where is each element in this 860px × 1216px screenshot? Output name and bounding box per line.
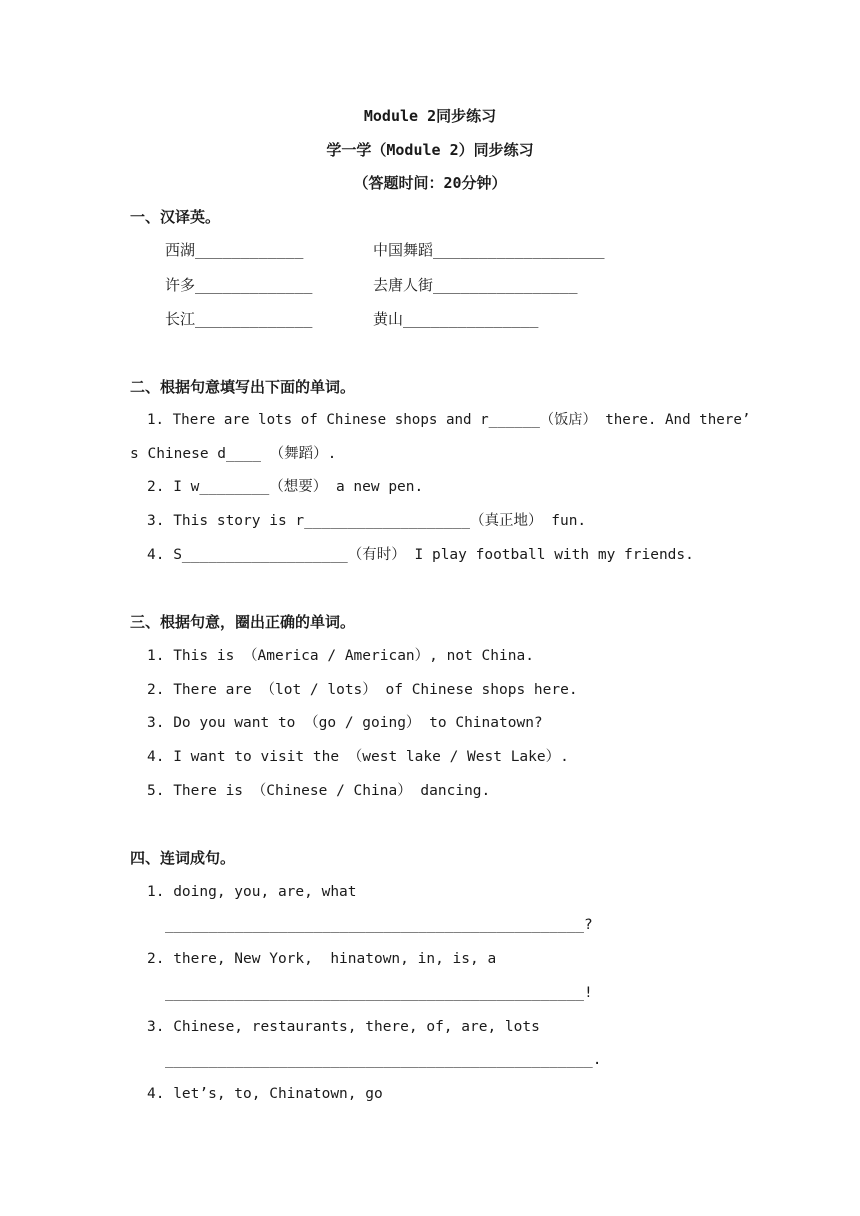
choice-line: 5. There is （Chinese / China） dancing. bbox=[147, 783, 491, 799]
fill-line: 2. I w________（想要） a new pen. bbox=[147, 479, 424, 495]
section1-heading: 一、汉译英。 bbox=[130, 208, 221, 226]
fill-line: 4. S___________________（有时） I play football with my friends. bbox=[147, 547, 694, 563]
vocab-item: 许多_____________ bbox=[165, 276, 313, 294]
section4-heading: 四、连词成句。 bbox=[130, 849, 236, 867]
fill-line: 3. This story is r___________________（真正地） fun. bbox=[147, 513, 587, 529]
subtitle: 学一学（Module 2）同步练习 bbox=[326, 141, 534, 159]
words-line: 1. doing, you, are, what bbox=[147, 884, 357, 900]
title: Module 2同步练习 bbox=[363, 107, 497, 125]
section3-heading: 三、根据句意，圈出正确的单词。 bbox=[130, 613, 356, 631]
vocab-item: 中国舞蹈___________________ bbox=[373, 241, 605, 259]
answer-line: ________________________________________________? bbox=[165, 917, 593, 933]
vocab-item: 黄山_______________ bbox=[373, 310, 539, 328]
choice-line: 3. Do you want to （go / going） to Chinatown? bbox=[147, 715, 543, 731]
vocab-item: 去唐人街________________ bbox=[373, 276, 578, 294]
vocab-item: 长江_____________ bbox=[165, 310, 313, 328]
choice-line: 1. This is （America / American）, not China. bbox=[147, 648, 534, 664]
time-note: （答题时间：20分钟） bbox=[353, 174, 507, 192]
fill-line: 1. There are lots of Chinese shops and r______（饭店） there. And there’ bbox=[147, 412, 751, 428]
vocab-item: 西湖____________ bbox=[165, 241, 304, 259]
choice-line: 2. There are （lot / lots） of Chinese shops here. bbox=[147, 682, 578, 698]
words-line: 2. there, New York, hinatown, in, is, a bbox=[147, 951, 497, 967]
words-line: 4. let’s, to, Chinatown, go bbox=[147, 1086, 383, 1102]
section2-heading: 二、根据句意填写出下面的单词。 bbox=[130, 378, 356, 396]
fill-line: s Chinese d____ （舞蹈）. bbox=[130, 446, 337, 462]
choice-line: 4. I want to visit the （west lake / West Lake）. bbox=[147, 749, 569, 765]
words-line: 3. Chinese, restaurants, there, of, are, lots bbox=[147, 1019, 540, 1035]
answer-line: _________________________________________________. bbox=[165, 1052, 602, 1068]
answer-line: ________________________________________________! bbox=[165, 985, 593, 1001]
